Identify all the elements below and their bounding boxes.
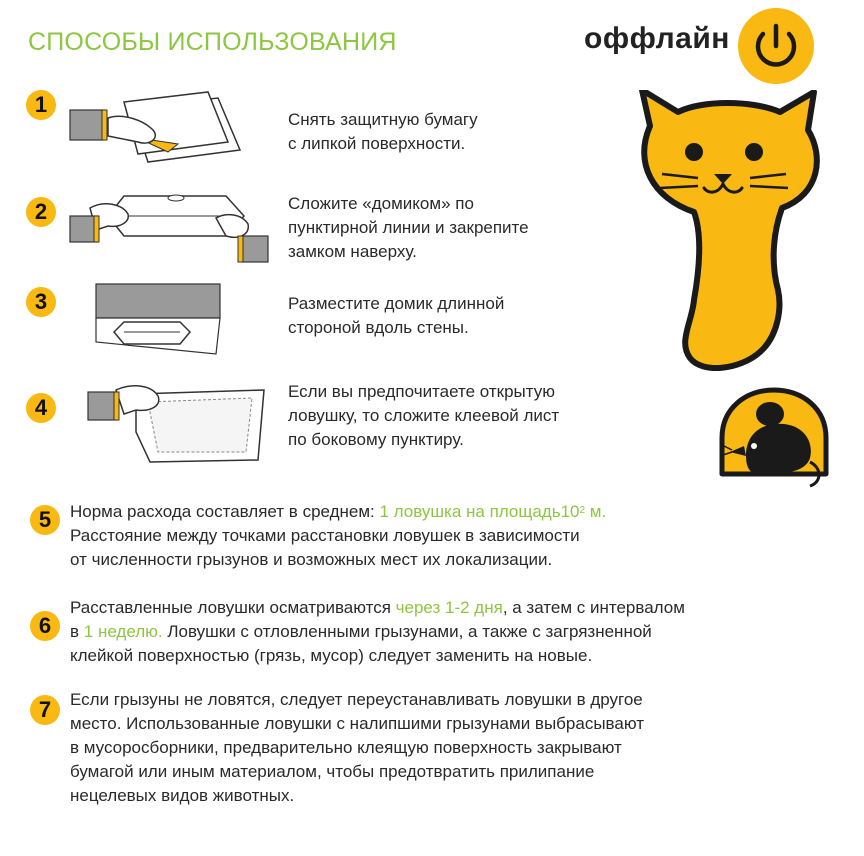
fold-house-illustration <box>66 178 276 273</box>
step-number-badge: 5 <box>30 505 60 535</box>
step-number-badge: 7 <box>30 695 60 725</box>
paragraph-6: Расставленные ловушки осматриваются через 1-2 дня, а затем с интервалом в 1 неделю. Ловушки с отловленными грызунами, а также с загрязненной клейкой поверхностью (грязь, мусор) следует заменить на новые. <box>70 598 685 665</box>
step-4-text: Если вы предпочитаете открытую ловушку, то сложите клеевой лист по боковому пунктиру. <box>288 382 560 449</box>
power-icon <box>736 6 816 86</box>
paragraph-7: Если грызуны не ловятся, следует переустанавливать ловушки в другое место. Использованные ловушки с налипшими грызунами выбрасывают в мусоросборники, предварительно клеящую поверхность закрывают бумагой или иным материалом, чтобы предотвратить прилипание нецелевых видов животных. <box>70 690 644 805</box>
step-number-badge: 2 <box>26 197 56 227</box>
paragraph-5: Норма расхода составляет в среднем: 1 ловушка на $площадь10^2$ м. Расстояние между точками расстановки ловушек в зависимости от численности грызунов и возможных мест их локализации. <box>70 502 607 569</box>
step-3-text: Разместите домик длинной стороной вдоль стены. <box>288 294 505 337</box>
step-number-badge: 1 <box>26 90 56 120</box>
step-number-badge: 3 <box>26 287 56 317</box>
step-1-text: Снять защитную бумагу с липкой поверхности. <box>288 110 478 153</box>
brand-name: оффлайн <box>584 22 730 55</box>
peel-paper-illustration <box>68 88 243 168</box>
step-2-text: Сложите «домиком» по пунктирной линии и закрепите замком наверху. <box>288 194 529 261</box>
step-number-badge: 4 <box>26 393 56 423</box>
cat-illustration <box>632 90 832 380</box>
step-number-badge: 6 <box>30 611 60 641</box>
page-title: СПОСОБЫ ИСПОЛЬЗОВАНИЯ <box>28 28 397 56</box>
place-house-illustration <box>94 282 224 358</box>
mouse-illustration <box>718 386 830 490</box>
open-trap-illustration <box>86 372 271 464</box>
